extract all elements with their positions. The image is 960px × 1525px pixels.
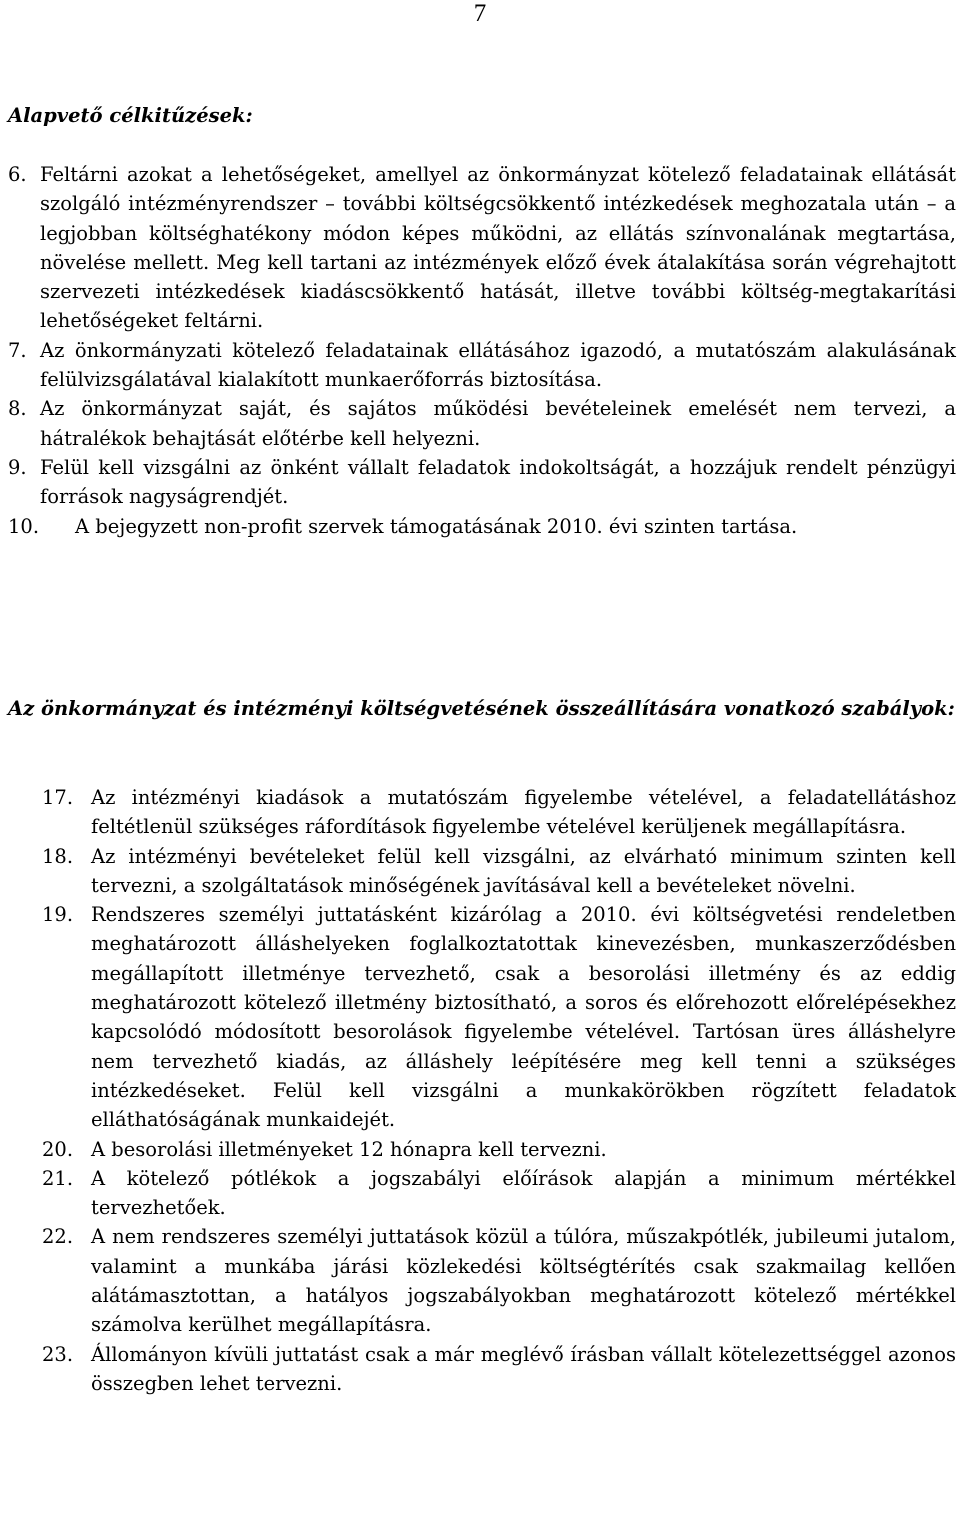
item-text: Állományon kívüli juttatást csak a már meglévő írásban vállalt kötelezettséggel azonos összegben lehet tervezni.	[91, 1342, 956, 1395]
list-item	[0, 336, 960, 395]
section-heading-rules: Az önkormányzat és intézményi költségvetésének összeállítására vonatkozó szabályok:	[8, 697, 955, 720]
item-number: 20.	[42, 1137, 74, 1161]
list-item	[0, 1340, 960, 1399]
goals-list	[0, 160, 960, 541]
item-number: 23.	[42, 1342, 74, 1366]
item-text: A bejegyzett non-profit szervek támogatásának 2010. évi szinten tartása.	[75, 514, 798, 538]
list-item	[0, 783, 960, 842]
page-number: 7	[473, 0, 487, 27]
list-item	[0, 842, 960, 901]
section-heading-goals: Alapvető célkitűzések:	[8, 104, 253, 127]
list-item	[0, 394, 960, 453]
list-item	[0, 1164, 960, 1223]
item-number: 22.	[42, 1225, 74, 1249]
item-text: Az intézményi bevételeket felül kell vizsgálni, az elvárható minimum szinten kell tervezni, a szolgáltatások minőségének javításával kell a bevételeket növelni.	[91, 844, 956, 897]
item-number: 9.	[8, 455, 27, 479]
rules-list	[0, 783, 960, 1398]
item-text: Az intézményi kiadások a mutatószám figyelembe vételével, a feladatellátáshoz feltétlenül szükséges ráfordítások figyelembe vételével kerüljenek megállapításra.	[91, 786, 956, 839]
list-item	[0, 1135, 960, 1164]
item-text: A nem rendszeres személyi juttatások közül a túlóra, műszakpótlék, jubileumi jutalom, valamint a munkába járási közlekedési költségtérítés csak szakmailag kellően alátámasztottan, a hatályos jogszabályokban meghatározott kötelező mértékkel számolva kerülhet megállapításra.	[91, 1225, 956, 1337]
list-item	[0, 900, 960, 1134]
item-text: Feltárni azokat a lehetőségeket, amellyel az önkormányzat kötelező feladatainak ellátását szolgáló intézményrendszer – további költségcsökkentő intézkedések meghozatala után – a legjobban költséghatékony módon képes működni, az ellátás színvonalának megtartása, növelése mellett. Meg kell tartani az intézmények előző évek átalakítása során végrehajtott szervezeti intézkedések kiadáscsökkentő hatását, illetve további költség-megtakarítási lehetőségeket feltárni.	[40, 163, 956, 333]
item-number: 17.	[42, 786, 74, 809]
list-item	[0, 512, 960, 541]
list-item	[0, 160, 960, 336]
item-number: 19.	[42, 903, 74, 927]
item-text: Felül kell vizsgálni az önként vállalt feladatok indokoltságát, a hozzájuk rendelt pénzügyi források nagyságrendjét.	[40, 455, 956, 509]
item-text: A besorolási illetményeket 12 hónapra kell tervezni.	[91, 1137, 607, 1161]
item-number: 7.	[8, 338, 27, 362]
list-item	[0, 1222, 960, 1339]
item-text: Rendszeres személyi juttatásként kizárólag a 2010. évi költségvetési rendeletben meghatározott álláshelyeken foglalkoztatottak kinevezésben, munkaszerződésben megállapított illetménye tervezhető, csak a besorolási illetmény és az eddig meghatározott kötelező illetmény biztosítható, a soros és előrehozott előrelépésekhez kapcsolódó módosított besorolások figyelembe vételével. Tartósan üres álláshelyre nem tervezhető kiadás, az álláshely leépítésére meg kell tenni a szükséges intézkedéseket. Felül kell vizsgálni a munkakörökben rögzített feladatok elláthatóságának munkaidejét.	[91, 903, 956, 1132]
item-text: A kötelező pótlékok a jogszabályi előírások alapján a minimum mértékkel tervezhetőek.	[91, 1166, 956, 1220]
item-text: Az önkormányzati kötelező feladatainak ellátásához igazodó, a mutatószám alakulásának felülvizsgálatával kialakított munkaerőforrás biztosítása.	[40, 338, 956, 392]
item-number: 6.	[8, 163, 27, 186]
item-number: 18.	[42, 844, 74, 868]
item-number: 8.	[8, 397, 27, 421]
list-item	[0, 453, 960, 512]
item-number: 21.	[42, 1166, 74, 1190]
item-number: 10.	[8, 514, 40, 538]
item-text: Az önkormányzat saját, és sajátos működési bevételeinek emelését nem tervezi, a hátralékok behajtását előtérbe kell helyezni.	[40, 397, 956, 450]
